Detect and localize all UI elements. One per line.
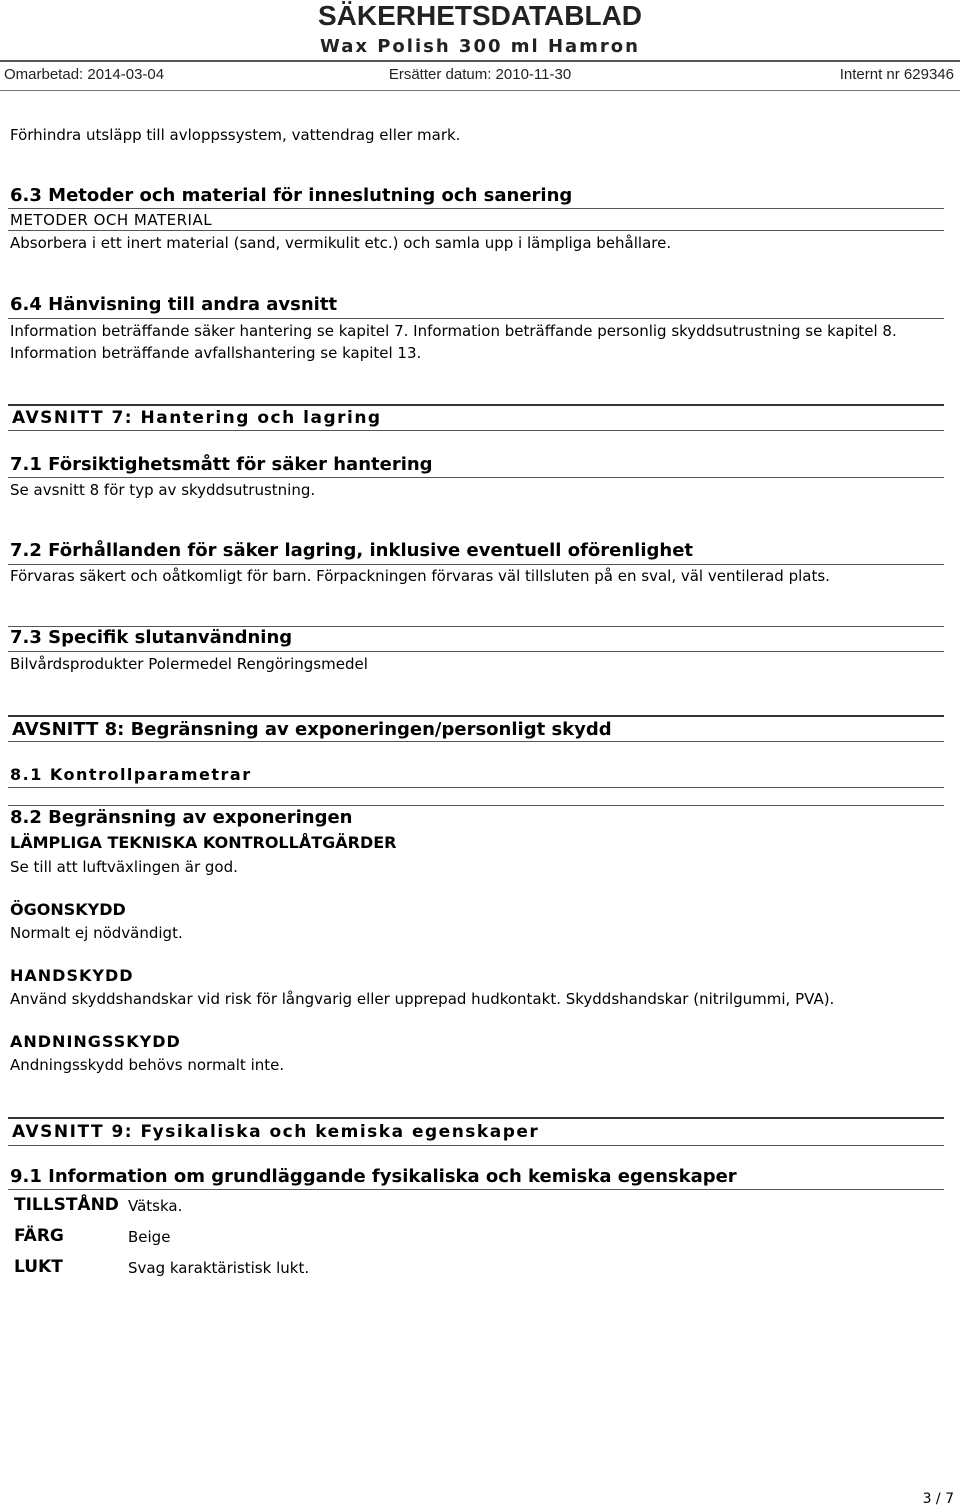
p-6-3: Absorbera i ett inert material (sand, vermikulit etc.) och samla upp i lämpliga behållare. — [10, 234, 672, 252]
p-6-4a: Information beträffande säker hantering se kapitel 7. Information beträffande personlig skyddsutrustning se kapitel 8. — [10, 322, 897, 340]
section-bottom-rule — [8, 1145, 944, 1146]
replaces-date: 2010-11-30 — [495, 66, 572, 83]
property-key-color: FÄRG — [14, 1226, 64, 1246]
divider — [8, 230, 944, 231]
section-bottom-rule — [8, 741, 944, 742]
p-8-2: Se till att luftväxlingen är god. — [10, 858, 238, 876]
divider — [8, 564, 944, 565]
p-7-2: Förvaras säkert och oåtkomligt för barn. Förpackningen förvaras väl tillsluten på en sval, väl ventilerad plats. — [10, 567, 830, 585]
hand-protection-heading: HANDSKYDD — [10, 966, 134, 985]
section-9-title: AVSNITT 9: Fysikaliska och kemiska egenskaper — [12, 1122, 540, 1142]
property-key-odor: LUKT — [14, 1257, 63, 1277]
replaces-date-line — [0, 66, 960, 83]
heading-6-3: 6.3 Metoder och material för inneslutning och sanering — [10, 185, 573, 206]
subheading-methods: METODER OCH MATERIAL — [10, 211, 213, 229]
heading-7-2: 7.2 Förhållanden för säker lagring, inklusive eventuell oförenlighet — [10, 540, 694, 561]
property-value-state: Vätska. — [128, 1197, 183, 1215]
heading-8-2: 8.2 Begränsning av exponeringen — [10, 807, 353, 828]
property-value-color: Beige — [128, 1228, 171, 1246]
document-title: SÄKERHETSDATABLAD — [317, 0, 643, 31]
section-8-title: AVSNITT 8: Begränsning av exponeringen/personligt skydd — [12, 719, 612, 740]
eye-protection-text: Normalt ej nödvändigt. — [10, 924, 183, 942]
divider — [8, 208, 944, 209]
product-name: Wax Polish 300 ml Hamron — [320, 36, 640, 57]
replaces-label: Ersätter datum: — [388, 66, 492, 83]
divider — [8, 1189, 944, 1190]
heading-7-3: 7.3 Specifik slutanvändning — [10, 627, 293, 648]
divider — [8, 805, 944, 806]
p-7-3: Bilvårdsprodukter Polermedel Rengöringsmedel — [10, 655, 368, 673]
section-7-title: AVSNITT 7: Hantering och lagring — [12, 408, 382, 428]
divider — [8, 787, 944, 788]
respiratory-protection-heading: ANDNINGSSKYDD — [10, 1032, 181, 1051]
eye-protection-heading: ÖGONSKYDD — [10, 900, 126, 919]
section-top-rule — [8, 715, 944, 717]
internal-number: Internt nr 629346 — [839, 66, 954, 83]
section-top-rule — [8, 404, 944, 406]
divider — [8, 651, 944, 652]
subheading-technical-controls: LÄMPLIGA TEKNISKA KONTROLLÅTGÄRDER — [10, 833, 397, 852]
section-bottom-rule — [8, 430, 944, 431]
p-7-1: Se avsnitt 8 för typ av skyddsutrustning. — [10, 481, 316, 499]
property-value-odor: Svag karaktäristisk lukt. — [128, 1259, 310, 1277]
hand-protection-text: Använd skyddshandskar vid risk för långvarig eller upprepad hudkontakt. Skyddshandskar (nitrilgummi, PVA). — [10, 990, 835, 1008]
page-number: 3 / 7 — [922, 1491, 954, 1507]
heading-9-1: 9.1 Information om grundläggande fysikaliska och kemiska egenskaper — [10, 1166, 737, 1187]
section-top-rule — [8, 1117, 944, 1119]
p-6-4b: Information beträffande avfallshantering se kapitel 13. — [10, 344, 422, 362]
header-bottom-divider — [0, 90, 960, 91]
property-key-state: TILLSTÅND — [14, 1195, 119, 1215]
divider — [8, 477, 944, 478]
s6-intro-text: Förhindra utsläpp till avloppssystem, vattendrag eller mark. — [10, 126, 461, 144]
header-divider — [0, 60, 960, 62]
heading-8-1: 8.1 Kontrollparametrar — [10, 765, 252, 784]
respiratory-protection-text: Andningsskydd behövs normalt inte. — [10, 1056, 285, 1074]
heading-7-1: 7.1 Försiktighetsmått för säker hantering — [10, 454, 433, 475]
revised-date: Omarbetad: 2014-03-04 — [4, 66, 165, 83]
heading-6-4: 6.4 Hänvisning till andra avsnitt — [10, 294, 338, 315]
divider — [8, 318, 944, 319]
